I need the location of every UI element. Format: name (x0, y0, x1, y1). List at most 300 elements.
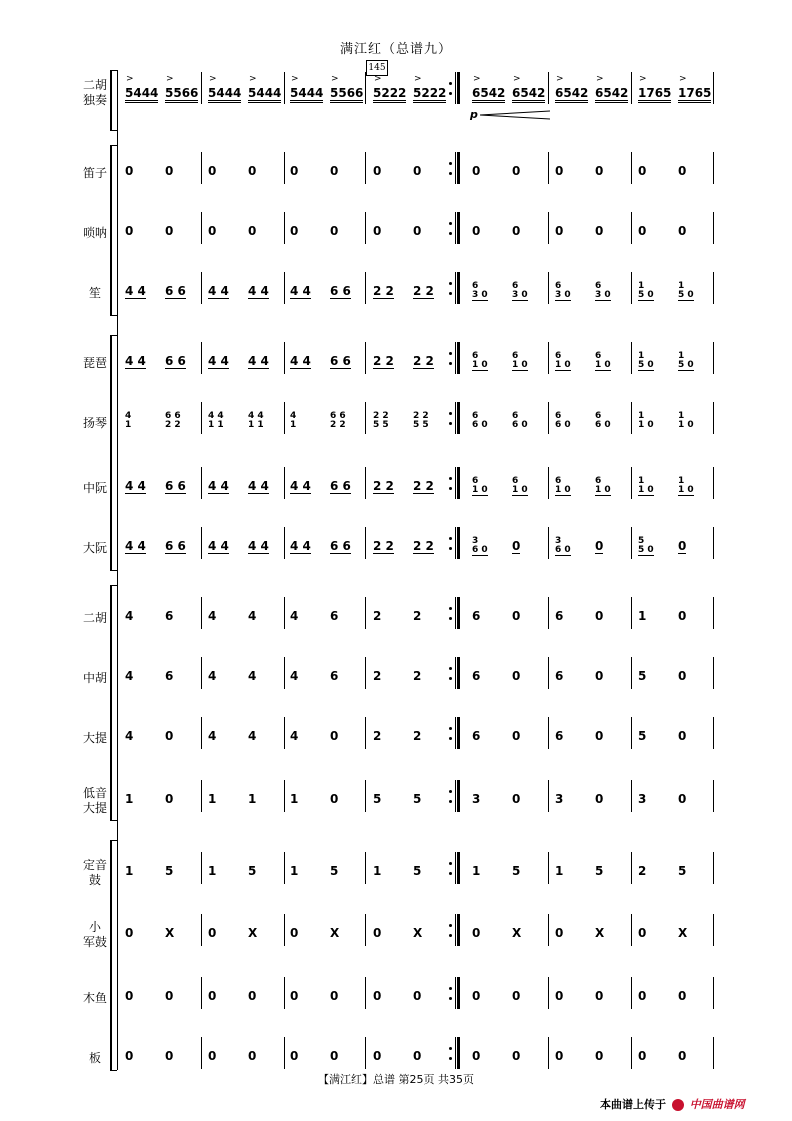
accent-mark: > (556, 74, 564, 84)
note-cell: 0 (512, 1049, 521, 1063)
chord-top: 3 (472, 536, 479, 546)
note-cell: 0 (413, 1049, 422, 1063)
barline (713, 152, 714, 184)
note-cell: 5 (165, 864, 174, 878)
note-cell: 0 (125, 224, 134, 238)
note-cell: X (678, 926, 688, 940)
barline (631, 852, 632, 884)
note-cell: 3 (472, 792, 481, 806)
repeat-barline (457, 272, 460, 304)
instrument-label (75, 78, 115, 108)
note-cell: 6542 (472, 86, 505, 103)
chord-bottom: 1 0 (678, 485, 694, 495)
note-cell (472, 537, 488, 556)
note-cell: 0 (595, 164, 604, 178)
note-cell: 2 2 (373, 284, 394, 298)
instrument-name: 低音 大提 (82, 786, 107, 815)
instrument-name: 定音 鼓 (82, 858, 107, 887)
note-cell: 6542 (512, 86, 545, 103)
chord-top: 1 (638, 476, 645, 486)
note-cell: 4 (290, 609, 299, 623)
chord-top: 1 (678, 351, 685, 361)
note-cell: 0 (678, 729, 687, 743)
note-cell (555, 282, 571, 301)
chord-bottom: 1 0 (472, 360, 488, 370)
barline (284, 527, 285, 559)
barline (548, 1037, 549, 1069)
note-cell: 0 (125, 989, 134, 1003)
note-cell: 4 (208, 669, 217, 683)
group-bracket-bottom (110, 130, 117, 131)
barline (201, 1037, 202, 1069)
chord-bottom: 1 0 (512, 485, 528, 495)
barline (365, 152, 366, 184)
note-cell: 5222 (373, 86, 406, 103)
barline (713, 467, 714, 499)
note-cell: 1765 (678, 86, 711, 103)
note-cell: 5 (373, 792, 382, 806)
repeat-dot (449, 1057, 452, 1060)
instrument-label (75, 416, 115, 431)
chord-bottom: 6 0 (512, 420, 528, 430)
repeat-dot (449, 727, 452, 730)
accent-mark: > (596, 74, 604, 84)
note-cell: 0 (290, 224, 299, 238)
chord-bottom: 1 0 (555, 485, 571, 495)
note-cell (555, 412, 571, 430)
chord-top: 6 (595, 411, 602, 421)
barline (284, 1037, 285, 1069)
note-cell: 0 (330, 792, 339, 806)
note-cell: 0 (512, 729, 521, 743)
system-line (117, 70, 118, 1070)
barline (365, 72, 366, 104)
note-cell: 6542 (555, 86, 588, 103)
chord-top: 6 (472, 351, 479, 361)
repeat-dot (449, 997, 452, 1000)
note-cell: 0 (595, 669, 604, 683)
upload-text: 本曲谱上传于 (600, 1098, 666, 1111)
accent-mark: > (414, 74, 422, 84)
chord-top: 1 (638, 281, 645, 291)
barline (455, 597, 456, 629)
repeat-dot (449, 547, 452, 550)
instrument-label (75, 166, 115, 181)
note-cell: 6 6 (330, 354, 351, 368)
note-cell: 5444 (208, 86, 241, 103)
barline (713, 527, 714, 559)
repeat-dot (449, 737, 452, 740)
note-cell: 0 (208, 989, 217, 1003)
barline (455, 1037, 456, 1069)
barline (201, 717, 202, 749)
chord-bottom: 1 0 (638, 485, 654, 495)
chord-bottom: 5 5 (373, 420, 389, 430)
barline (284, 914, 285, 946)
note-cell: 1 (290, 792, 299, 806)
chord-top: 6 (512, 351, 519, 361)
chord-top: 1 (638, 411, 645, 421)
chord-bottom: 5 5 (413, 420, 429, 430)
repeat-dot (449, 232, 452, 235)
upload-credit (600, 1096, 745, 1112)
repeat-dot (449, 422, 452, 425)
note-cell: 1765 (638, 86, 671, 103)
site-logo-icon (672, 1099, 684, 1111)
note-cell: 0 (595, 539, 604, 553)
repeat-dot (449, 162, 452, 165)
note-cell: 2 (373, 609, 382, 623)
repeat-dot (449, 82, 452, 85)
note-cell: 5 (413, 792, 422, 806)
barline (631, 657, 632, 689)
barline (284, 152, 285, 184)
repeat-dot (449, 800, 452, 803)
barline (455, 342, 456, 374)
note-cell: 4 4 (290, 354, 311, 368)
repeat-barline (457, 527, 460, 559)
note-cell: 5 (678, 864, 687, 878)
barline (455, 467, 456, 499)
note-cell: 1 (125, 792, 134, 806)
chord-bottom: 6 0 (555, 545, 571, 555)
note-cell: 1 (248, 792, 257, 806)
repeat-dot (449, 222, 452, 225)
chord-bottom: 2 2 (330, 420, 346, 430)
barline (631, 272, 632, 304)
chord-top: 4 4 (208, 411, 224, 421)
note-cell: 0 (290, 926, 299, 940)
note-cell: 4 4 (290, 479, 311, 493)
repeat-dot (449, 1047, 452, 1050)
note-cell (555, 352, 571, 371)
chord-top: 6 (555, 411, 562, 421)
repeat-dot (449, 352, 452, 355)
note-cell: 5 (330, 864, 339, 878)
barline (713, 914, 714, 946)
barline (548, 212, 549, 244)
instrument-name: 二胡 (82, 611, 107, 625)
note-cell: 2 (413, 609, 422, 623)
instrument-label (75, 356, 115, 371)
chord-bottom: 1 0 (555, 360, 571, 370)
barline (713, 402, 714, 434)
note-cell: 0 (472, 224, 481, 238)
note-cell: 1 (208, 792, 217, 806)
barline (284, 212, 285, 244)
note-cell: 0 (373, 1049, 382, 1063)
barline (201, 72, 202, 104)
chord-bottom: 1 0 (678, 420, 694, 430)
crescendo-hairpin (480, 110, 550, 120)
note-cell (555, 537, 571, 556)
note-cell: 5 (638, 669, 647, 683)
repeat-barline (457, 212, 460, 244)
barline (365, 342, 366, 374)
note-cell: 6 (472, 609, 481, 623)
note-cell: 0 (208, 164, 217, 178)
note-cell: 5566 (330, 86, 363, 103)
instrument-label (75, 786, 115, 816)
chord-top: 1 (678, 411, 685, 421)
note-cell: 0 (248, 224, 257, 238)
barline (631, 914, 632, 946)
barline (365, 597, 366, 629)
note-cell: 0 (512, 669, 521, 683)
instrument-label (75, 731, 115, 746)
note-cell: 2 (413, 669, 422, 683)
note-cell: 1 (638, 609, 647, 623)
note-cell: 4 (290, 729, 299, 743)
note-cell (595, 477, 611, 496)
barline (548, 152, 549, 184)
barline (201, 402, 202, 434)
note-cell: 0 (330, 164, 339, 178)
barline (284, 852, 285, 884)
chord-bottom: 1 0 (472, 485, 488, 495)
note-cell: 0 (290, 164, 299, 178)
note-cell (678, 352, 694, 371)
barline (284, 597, 285, 629)
note-cell (678, 477, 694, 496)
chord-bottom: 6 0 (472, 545, 488, 555)
repeat-dot (449, 412, 452, 415)
instrument-label (75, 858, 115, 888)
repeat-barline (457, 914, 460, 946)
instrument-name: 琵琶 (82, 356, 107, 370)
note-cell: 0 (165, 989, 174, 1003)
instrument-label (75, 671, 115, 686)
note-cell (638, 412, 654, 430)
note-cell: X (413, 926, 423, 940)
barline (548, 852, 549, 884)
note-cell: 4 4 (290, 284, 311, 298)
note-cell: 6 6 (330, 539, 351, 553)
repeat-dot (449, 677, 452, 680)
note-cell: 4 4 (125, 479, 146, 493)
barline (201, 527, 202, 559)
instrument-label (75, 920, 115, 950)
repeat-barline (457, 852, 460, 884)
barline (631, 467, 632, 499)
barline (713, 212, 714, 244)
chord-top: 4 (125, 411, 132, 421)
instrument-name: 中胡 (82, 671, 107, 685)
note-cell: 0 (555, 926, 564, 940)
note-cell: 4 4 (248, 354, 269, 368)
note-cell: 0 (373, 926, 382, 940)
barline (201, 272, 202, 304)
note-cell (472, 412, 488, 430)
barline (455, 527, 456, 559)
instrument-label (75, 991, 115, 1006)
instrument-name: 扬琴 (82, 416, 107, 430)
chord-top: 6 (595, 281, 602, 291)
repeat-barline (457, 72, 460, 104)
note-cell: 2 2 (413, 354, 434, 368)
note-cell: 4 (248, 609, 257, 623)
note-cell: 6 6 (330, 284, 351, 298)
chord-bottom: 1 1 (208, 420, 224, 430)
note-cell: 0 (373, 164, 382, 178)
note-cell: 0 (248, 164, 257, 178)
note-cell: 0 (595, 729, 604, 743)
chord-top: 4 (290, 411, 297, 421)
note-cell: 6 (555, 609, 564, 623)
note-cell: 6 (165, 669, 174, 683)
chord-bottom: 3 0 (512, 290, 528, 300)
chord-top: 2 2 (413, 411, 429, 421)
note-cell: 6 6 (165, 479, 186, 493)
note-cell: 6 (330, 669, 339, 683)
note-cell (472, 352, 488, 371)
instrument-name: 中阮 (82, 481, 107, 495)
chord-bottom: 5 0 (638, 290, 654, 300)
barline (548, 597, 549, 629)
group-bracket-top (110, 70, 117, 71)
instrument-label (75, 226, 115, 241)
repeat-dot (449, 987, 452, 990)
note-cell: 0 (595, 609, 604, 623)
note-cell: 6 (165, 609, 174, 623)
accent-mark: > (639, 74, 647, 84)
note-cell: 0 (678, 609, 687, 623)
chord-bottom: 5 0 (678, 360, 694, 370)
instrument-name: 二胡 独奏 (82, 78, 107, 107)
note-cell (373, 412, 389, 430)
note-cell: 0 (638, 164, 647, 178)
note-cell: 6 6 (165, 539, 186, 553)
barline (455, 852, 456, 884)
barline (713, 977, 714, 1009)
barline (365, 977, 366, 1009)
repeat-dot (449, 487, 452, 490)
note-cell: 4 (248, 669, 257, 683)
note-cell: 0 (555, 989, 564, 1003)
note-cell (290, 412, 296, 430)
note-cell: 0 (512, 164, 521, 178)
note-cell: X (512, 926, 522, 940)
barline (201, 852, 202, 884)
chord-bottom: 5 0 (638, 545, 654, 555)
repeat-dot (449, 172, 452, 175)
note-cell: X (165, 926, 175, 940)
accent-mark: > (249, 74, 257, 84)
note-cell: 0 (638, 989, 647, 1003)
note-cell: 0 (555, 224, 564, 238)
repeat-barline (457, 597, 460, 629)
note-cell: 0 (678, 224, 687, 238)
barline (365, 780, 366, 812)
barline (365, 272, 366, 304)
repeat-dot (449, 477, 452, 480)
barline (455, 72, 456, 104)
barline (201, 977, 202, 1009)
repeat-dot (449, 924, 452, 927)
instrument-name: 板 (88, 1051, 101, 1065)
note-cell: 0 (373, 224, 382, 238)
instrument-name: 笙 (88, 286, 101, 300)
accent-mark: > (374, 74, 382, 84)
accent-mark: > (126, 74, 134, 84)
barline (455, 780, 456, 812)
note-cell: 6 (472, 669, 481, 683)
note-cell: 0 (678, 989, 687, 1003)
note-cell: 6 6 (165, 354, 186, 368)
note-cell (638, 282, 654, 301)
note-cell: 0 (248, 1049, 257, 1063)
note-cell: 4 4 (248, 539, 269, 553)
note-cell (678, 282, 694, 301)
note-cell: 0 (125, 1049, 134, 1063)
barline (284, 342, 285, 374)
instrument-name: 木鱼 (82, 991, 107, 1005)
chord-top: 6 6 (165, 411, 181, 421)
chord-top: 1 (678, 281, 685, 291)
chord-top: 6 (555, 281, 562, 291)
note-cell: 0 (330, 1049, 339, 1063)
repeat-barline (457, 977, 460, 1009)
barline (548, 780, 549, 812)
note-cell: 3 (638, 792, 647, 806)
note-cell: 0 (512, 792, 521, 806)
note-cell: 5 (248, 864, 257, 878)
instrument-label (75, 1051, 115, 1066)
note-cell: 1 (290, 864, 299, 878)
site-logo: 中国曲谱网 (689, 1098, 745, 1111)
barline (201, 342, 202, 374)
note-cell (555, 477, 571, 496)
note-cell: 0 (373, 989, 382, 1003)
chord-bottom: 6 0 (595, 420, 611, 430)
note-cell: X (248, 926, 258, 940)
chord-bottom: 5 0 (678, 290, 694, 300)
note-cell: 4 4 (248, 479, 269, 493)
note-cell (248, 412, 264, 430)
instrument-name: 笛子 (82, 166, 107, 180)
note-cell: 0 (290, 1049, 299, 1063)
instrument-label (75, 611, 115, 626)
barline (455, 212, 456, 244)
note-cell: 6 (330, 609, 339, 623)
note-cell: 0 (595, 989, 604, 1003)
note-cell: 0 (208, 224, 217, 238)
note-cell: 0 (165, 729, 174, 743)
instrument-name: 大提 (82, 731, 107, 745)
repeat-dot (449, 292, 452, 295)
note-cell: 0 (165, 224, 174, 238)
note-cell: 0 (290, 989, 299, 1003)
chord-bottom: 3 0 (595, 290, 611, 300)
barline (548, 977, 549, 1009)
note-cell (678, 412, 694, 430)
chord-top: 6 (472, 281, 479, 291)
note-cell: 4 (208, 729, 217, 743)
note-cell: 5566 (165, 86, 198, 103)
page-footer: 【满江红】总谱 第25页 共35页 (318, 1073, 474, 1086)
note-cell (165, 412, 181, 430)
barline (284, 717, 285, 749)
note-cell: 0 (413, 164, 422, 178)
instrument-name: 小 军鼓 (82, 920, 107, 949)
note-cell: 2 2 (373, 539, 394, 553)
note-cell: 1 (373, 864, 382, 878)
note-cell (330, 412, 346, 430)
chord-bottom: 6 0 (555, 420, 571, 430)
barline (455, 914, 456, 946)
note-cell (512, 282, 528, 301)
barline (548, 657, 549, 689)
